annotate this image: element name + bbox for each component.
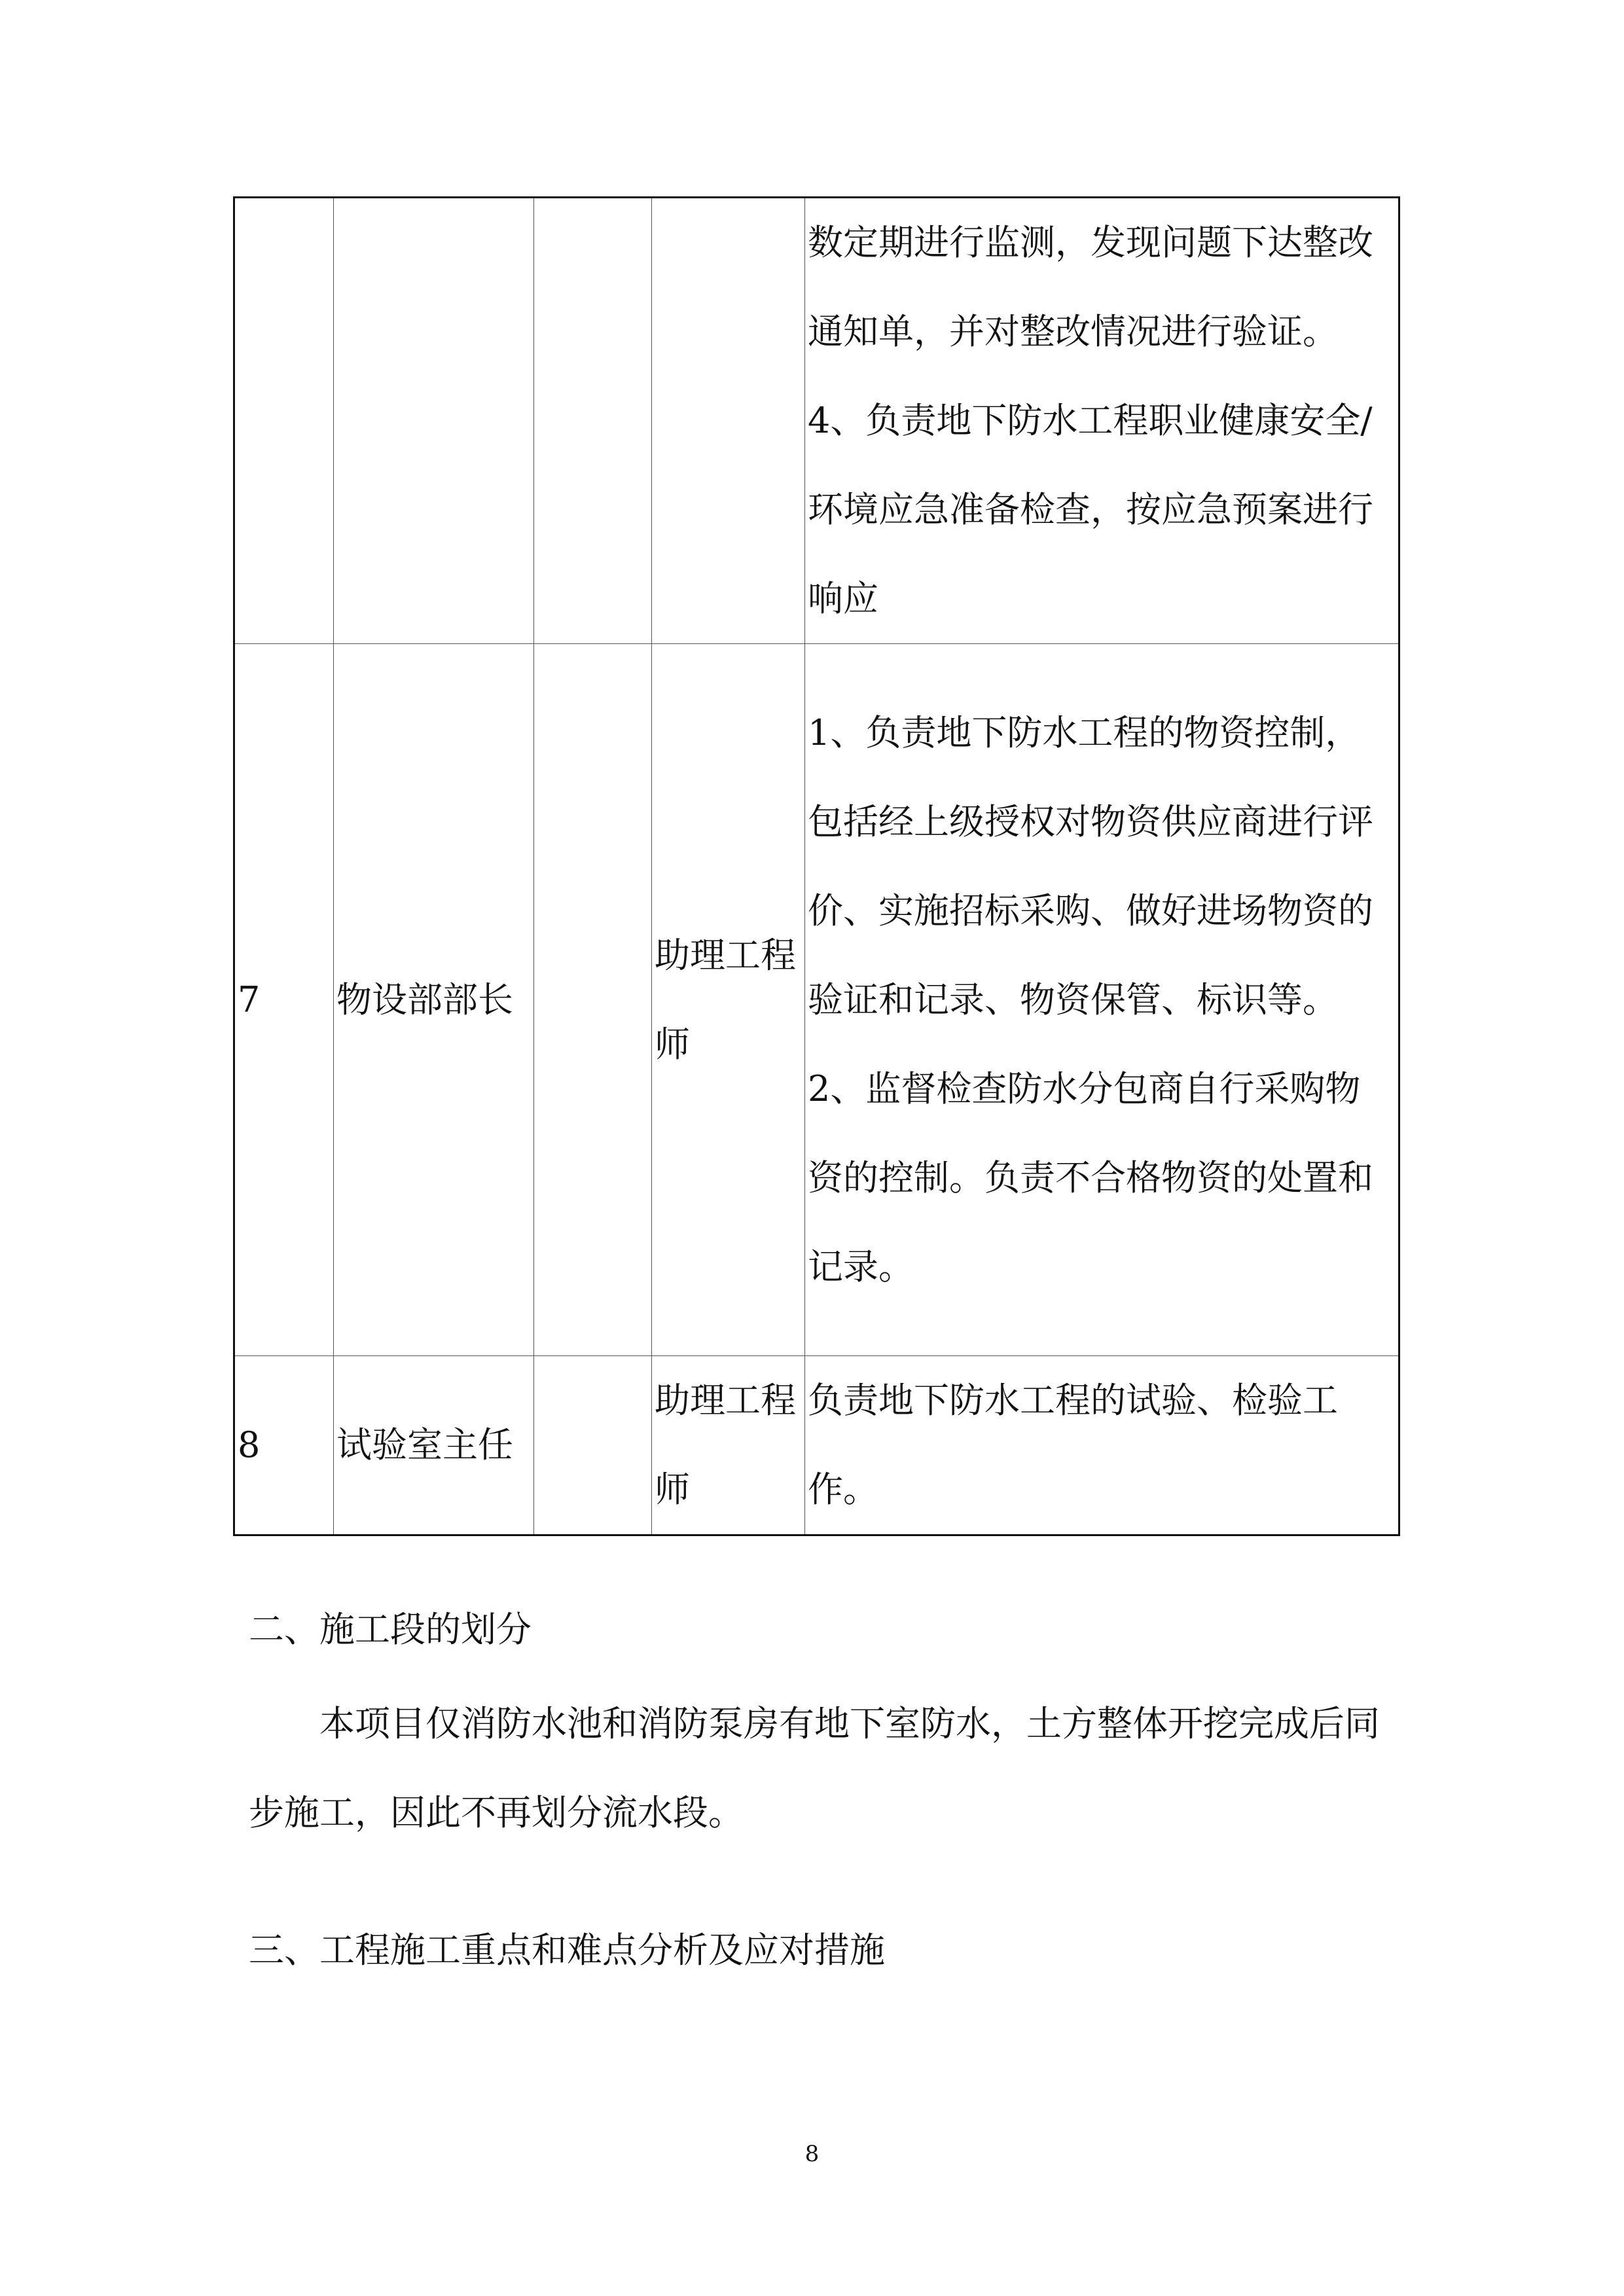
duty-paragraph: 2、监督检查防水分包商自行采购物资的控制。负责不合格物资的处置和记录。 [808, 1067, 1373, 1287]
table-row [234, 644, 1399, 1356]
extra-cell [534, 198, 652, 644]
duty-paragraph: 1、负责地下防水工程的物资控制，包括经上级授权对物资供应商进行评价、实施招标采购、做好进场物资的验证和记录、物资保管、标识等。 [808, 711, 1373, 1020]
body-paragraph: 本项目仅消防水池和消防泵房有地下室防水，土方整体开挖完成后同步施工，因此不再划分流水段。 [249, 1703, 1380, 1833]
position-cell: 物设部部长 [334, 644, 534, 1356]
row-number-cell: 7 [234, 644, 334, 1356]
page-number: 8 [804, 2141, 820, 2167]
duties-cell [805, 644, 1399, 1356]
position-cell [334, 198, 534, 644]
section-heading: 二、施工段的划分 [249, 1609, 532, 1650]
table-row [234, 198, 1399, 644]
row-number-cell: 8 [234, 1356, 334, 1535]
extra-cell [534, 1356, 652, 1535]
duties-cell [805, 198, 1399, 644]
duty-paragraph: 4、负责地下防水工程职业健康安全/环境应急准备检查，按应急预案进行响应 [808, 400, 1373, 619]
extra-cell [534, 644, 652, 1356]
section-heading: 三、工程施工重点和难点分析及应对措施 [249, 1929, 885, 1971]
duty-paragraph: 数定期进行监测，发现问题下达整改通知单，并对整改情况进行验证。 [808, 222, 1373, 352]
title-cell: 助理工程师 [652, 644, 805, 1356]
table-row [234, 1356, 1399, 1535]
position-cell: 试验室主任 [334, 1356, 534, 1535]
duties-cell [805, 1356, 1399, 1535]
duty-paragraph: 负责地下防水工程的试验、检验工作。 [808, 1380, 1338, 1510]
responsibility-table [233, 196, 1400, 1536]
row-number-cell [234, 198, 334, 644]
title-cell [652, 198, 805, 644]
title-cell: 助理工程师 [652, 1356, 805, 1535]
